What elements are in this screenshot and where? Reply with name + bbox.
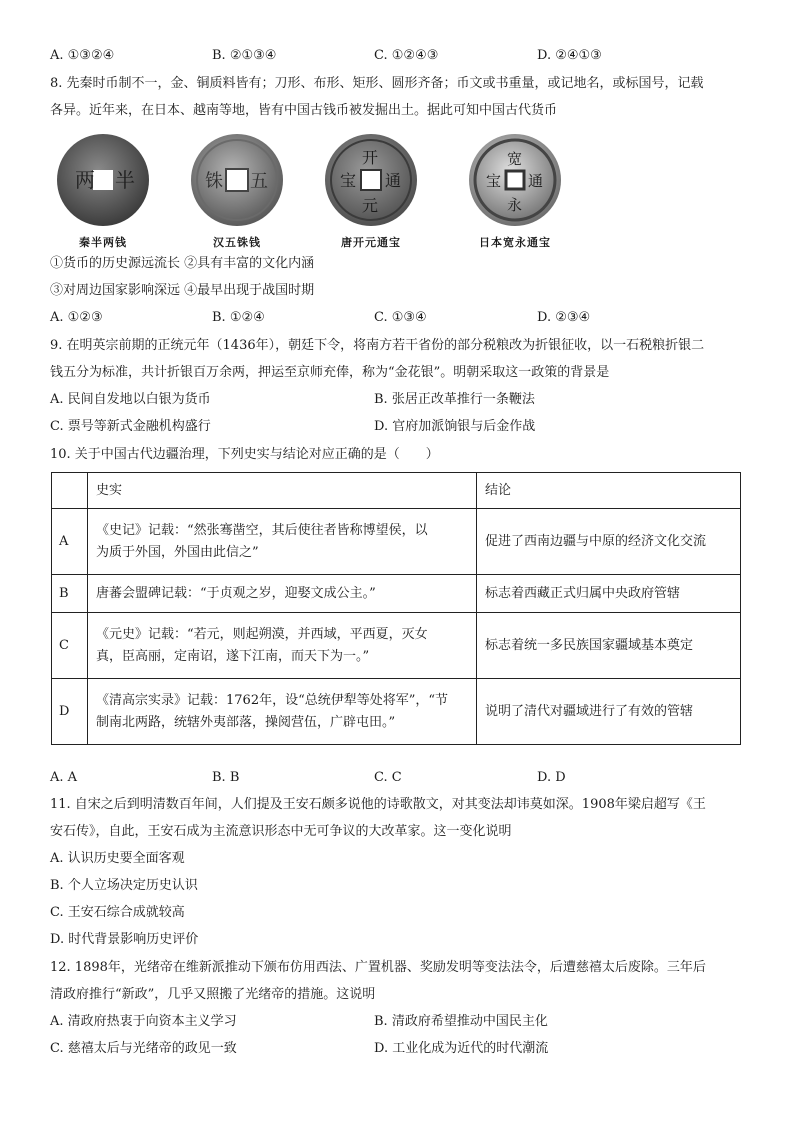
coin-japan-caption: 日本宽永通宝 — [479, 236, 551, 249]
coin-han-image — [189, 132, 285, 228]
q7-option-a: A. ①③②④ — [50, 48, 115, 63]
q10-option-d: D. D — [537, 770, 566, 785]
row-fact-line: 制南北两路，统辖外夷部落，操阅营伍，广辟屯田。” — [96, 714, 396, 730]
row-fact — [88, 613, 477, 679]
q11-stem-line1: 11. 自宋之后到明清数百年间，人们提及王安石颇多说他的诗歌散文，对其变法却讳莫如深。1908年梁启超写《王 — [50, 797, 706, 812]
row-fact-line: 唐蕃会盟碑记载：“于贞观之岁，迎娶文成公主。” — [96, 585, 376, 601]
coin-qin-image — [55, 132, 151, 228]
row-fact — [88, 679, 477, 745]
row-key: A — [52, 509, 88, 575]
coin-japan-char-bottom: 永 — [507, 196, 523, 214]
q11-option-a: A. 认识历史要全面客观 — [50, 851, 185, 866]
q12-stem-line2: 清政府推行“新政”，几乎又照搬了光绪帝的措施。这说明 — [50, 987, 376, 1002]
table-header-fact: 史实 — [88, 473, 477, 509]
coin-tang-char-left: 宝 — [340, 171, 357, 190]
coin-japan-image — [467, 132, 563, 228]
q11-option-b: B. 个人立场决定历史认识 — [50, 878, 198, 893]
table-header-row — [52, 473, 741, 509]
q12-stem-line1: 12. 1898年，光绪帝在维新派推动下颁布仿用西法、广置机器、奖励发明等变法法令，后遭慈禧太后废除。三年后 — [50, 960, 706, 975]
q12-option-b: B. 清政府希望推动中国民主化 — [374, 1014, 548, 1029]
row-conclusion: 促进了西南边疆与中原的经济文化交流 — [477, 509, 741, 575]
coin-tang-image — [323, 132, 419, 228]
q8-stem-line2: 各异。近年来，在日本、越南等地，皆有中国古钱币被发掘出土。据此可知中国古代货币 — [50, 103, 558, 118]
coin-qin-char-right: 半 — [115, 168, 135, 192]
coin-han-char-right: 五 — [250, 171, 268, 192]
coin-han-wuzhu — [182, 132, 292, 250]
q8-statements-line1: ①货币的历史源远流长 ②具有丰富的文化内涵 — [50, 256, 315, 271]
coin-qin-banliang — [48, 132, 158, 250]
row-fact-line: 《清高宗实录》记载：1762年，设“总统伊犁等处将军”，“节 — [96, 692, 449, 708]
coin-han-caption: 汉五铢钱 — [213, 236, 261, 249]
q7-option-d: D. ②④①③ — [537, 48, 602, 63]
q12-option-c: C. 慈禧太后与光绪帝的政见一致 — [50, 1041, 237, 1056]
q8-option-c: C. ①③④ — [374, 310, 427, 325]
q9-option-c: C. 票号等新式金融机构盛行 — [50, 419, 211, 434]
row-conclusion: 标志着统一多民族国家疆域基本奠定 — [477, 613, 741, 679]
coin-japan-char-left: 宝 — [486, 172, 502, 190]
row-conclusion: 说明了清代对疆域进行了有效的管辖 — [477, 679, 741, 745]
coin-tang-char-right: 通 — [385, 171, 402, 190]
coin-tang-kaiyuan — [316, 132, 426, 250]
row-fact — [88, 575, 477, 613]
row-key: B — [52, 575, 88, 613]
coin-han-char-left: 铢 — [205, 171, 223, 192]
q11-stem-line2: 安石传》，自此，王安石成为主流意识形态中无可争议的大改革家。这一变化说明 — [50, 824, 512, 839]
coin-qin-caption: 秦半两钱 — [79, 236, 127, 249]
q7-option-c: C. ①②④③ — [374, 48, 439, 63]
coin-japan-kanei — [460, 132, 570, 250]
q10-option-c: C. C — [374, 770, 402, 785]
q10-table — [51, 472, 741, 745]
q10-option-a: A. A — [50, 770, 78, 785]
row-fact-line: 《元史》记载：“若元，则起朔漠，并西域，平西夏，灭女 — [96, 626, 428, 642]
q9-option-a: A. 民间自发地以白银为货币 — [50, 392, 211, 407]
q9-option-d: D. 官府加派饷银与后金作战 — [374, 419, 536, 434]
q9-stem-line1: 9. 在明英宗前期的正统元年（1436年），朝廷下令，将南方若干省份的部分税粮改为折银征收，以一石税粮折银二 — [50, 338, 705, 353]
q12-option-d: D. 工业化成为近代的时代潮流 — [374, 1041, 549, 1056]
q11-option-d: D. 时代背景影响历史评价 — [50, 932, 199, 947]
table-header-blank — [52, 473, 88, 509]
row-fact-line: 真，臣高丽，定南诏，遂下江南，而天下为一。” — [96, 648, 370, 664]
row-key: D — [52, 679, 88, 745]
q8-option-b: B. ①②④ — [212, 310, 265, 325]
coin-japan-char-top: 宽 — [507, 150, 523, 168]
row-conclusion: 标志着西藏正式归属中央政府管辖 — [477, 575, 741, 613]
q7-option-b: B. ②①③④ — [212, 48, 277, 63]
q10-stem: 10. 关于中国古代边疆治理，下列史实与结论对应正确的是（ ） — [50, 447, 439, 462]
row-fact-line: 为质于外国，外国由此信之” — [96, 544, 259, 560]
table-row — [52, 613, 741, 679]
coin-tang-caption: 唐开元通宝 — [341, 236, 401, 249]
coin-tang-char-top: 开 — [362, 148, 379, 167]
coin-japan-char-right: 通 — [528, 172, 544, 190]
q9-stem-line2: 钱五分为标准，共计折银百万余两，押运至京师充俸，称为“金花银”。明朝采取这一政策的背景是 — [50, 365, 610, 380]
q8-stem-line1: 8. 先秦时币制不一，金、铜质料皆有；刀形、布形、矩形、圆形齐备；币文或书重量，或记地名，或标国号，记载 — [50, 76, 704, 91]
q8-statements-line2: ③对周边国家影响深远 ④最早出现于战国时期 — [50, 283, 315, 298]
coin-tang-char-bottom: 元 — [362, 196, 379, 215]
q11-option-c: C. 王安石综合成就较高 — [50, 905, 185, 920]
row-fact-line: 《史记》记载：“然张骞凿空，其后使往者皆称博望侯，以 — [96, 522, 428, 538]
q8-option-d: D. ②③④ — [537, 310, 591, 325]
row-fact — [88, 509, 477, 575]
q8-option-a: A. ①②③ — [50, 310, 103, 325]
row-key: C — [52, 613, 88, 679]
q12-option-a: A. 清政府热衷于向资本主义学习 — [50, 1014, 237, 1029]
coin-figure — [48, 132, 568, 252]
coin-qin-char-left: 两 — [75, 168, 95, 192]
q9-option-b: B. 张居正改革推行一条鞭法 — [374, 392, 535, 407]
table-row — [52, 509, 741, 575]
q10-option-b: B. B — [212, 770, 240, 785]
table-header-conclusion: 结论 — [477, 473, 741, 509]
table-row — [52, 575, 741, 613]
table-row — [52, 679, 741, 745]
